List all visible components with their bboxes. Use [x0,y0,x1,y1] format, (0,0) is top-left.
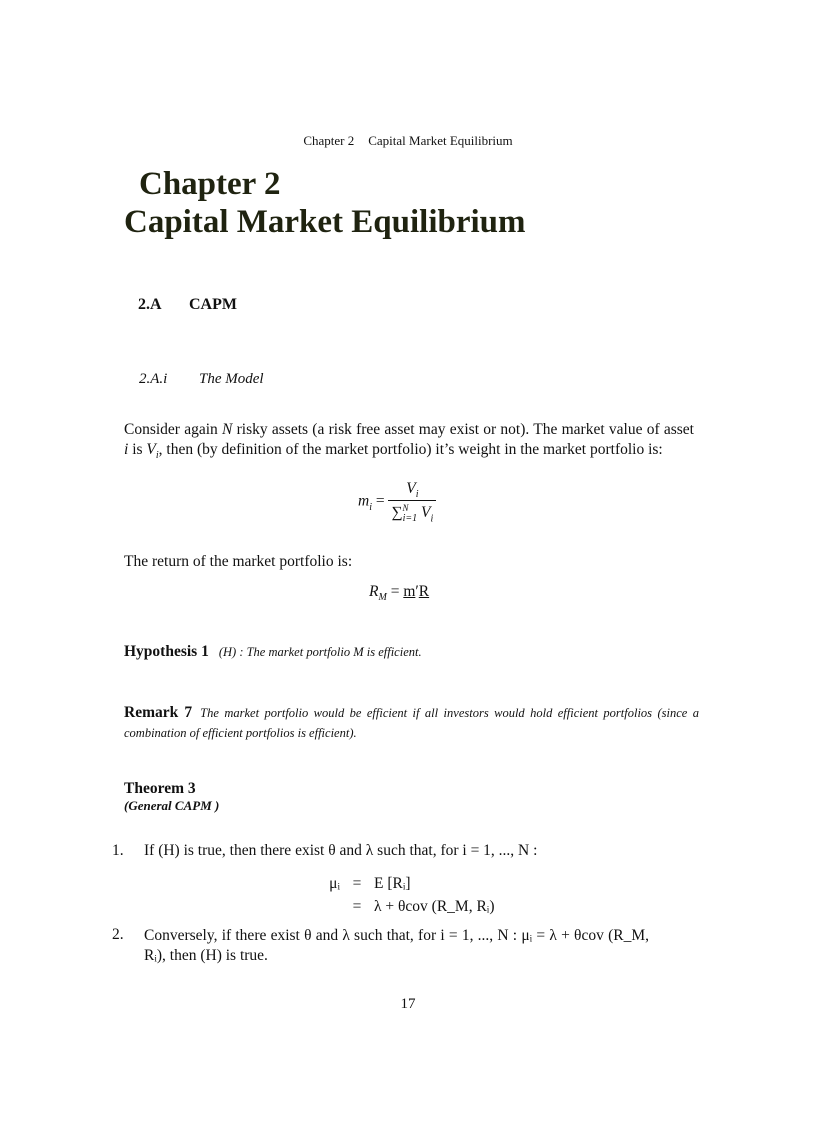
item-1-number: 1. [112,842,124,859]
p1-text-4: , then (by definition of the market portfolio) it’s weight in the market portfolio is: [158,441,663,458]
item-2-text: Conversely, if there exist θ and λ such that, for i = 1, ..., N : μᵢ = λ + θcov (R_M, Rᵢ), then (H) is true. [144,927,649,964]
eq-row-2: = λ + θcov (R_M, Rᵢ) [352,898,495,915]
p1-text-2: risky assets (a risk free asset may exist or not). The market value of asset [232,421,694,438]
p1-var-n: N [222,421,233,438]
section-title: CAPM [189,296,237,313]
eq-weight-equals: = [371,492,389,510]
subsection-title: The Model [199,371,264,387]
eq-return-r-vector: R [418,583,430,600]
p1-text-3: is [128,441,147,458]
eq-weight-denominator: ∑$^N_{i=1}$ $V_i$ [388,500,436,524]
equation-weight [358,480,436,524]
p1-var-v: V [146,441,156,458]
eq-weight-lhs: m [358,492,370,510]
eq-row-1: μᵢ = E [Rᵢ] [329,875,411,892]
item-1-text: If (H) is true, then there exist θ and λ such that, for i = 1, ..., N : [144,842,538,859]
subsection-number: 2.A.i [139,371,168,387]
paragraph-market-value [124,420,694,466]
p1-var-i: i [124,441,129,458]
running-head-title: Capital Market Equilibrium [368,133,513,148]
running-head-chapter: Chapter 2 [303,133,355,148]
running-head [0,133,816,149]
chapter-title-line1: Chapter 2 [139,166,281,202]
section-heading [138,296,237,314]
hypothesis-1 [124,643,422,661]
section-number: 2.A [138,296,162,313]
theorem-subtitle: (General CAPM ) [124,798,220,813]
page-number: 17 [400,996,416,1012]
eq-weight-numerator: $V_i$ [406,480,419,501]
theorem-3 [124,780,219,814]
item-2-number: 2. [112,926,124,943]
equation-mu-block [310,872,495,918]
hypothesis-label: Hypothesis 1 [124,643,209,660]
eq-return-m-vector: m [403,583,416,600]
paragraph-market-return: The return of the market portfolio is: [124,553,353,570]
equation-market-return: $R_M = m'R$ [369,583,430,604]
p1-text-1: Consider again [124,421,223,438]
p1-var-v-sub: i [155,450,159,462]
eq-weight-fraction [388,480,436,524]
theorem-label: Theorem 3 [124,780,196,797]
remark-7 [124,703,699,743]
hypothesis-body: (H) : The market portfolio M is efficient. [218,645,422,659]
eq-weight-lhs-sub: i [369,501,372,513]
remark-body: The market portfolio would be efficient if all investors would hold efficient portfolios (since a combination of efficient portfolios is efficient). [124,706,699,740]
chapter-title-line2: Capital Market Equilibrium [124,204,526,240]
subsection-heading [139,371,264,388]
remark-label: Remark 7 [124,704,193,721]
